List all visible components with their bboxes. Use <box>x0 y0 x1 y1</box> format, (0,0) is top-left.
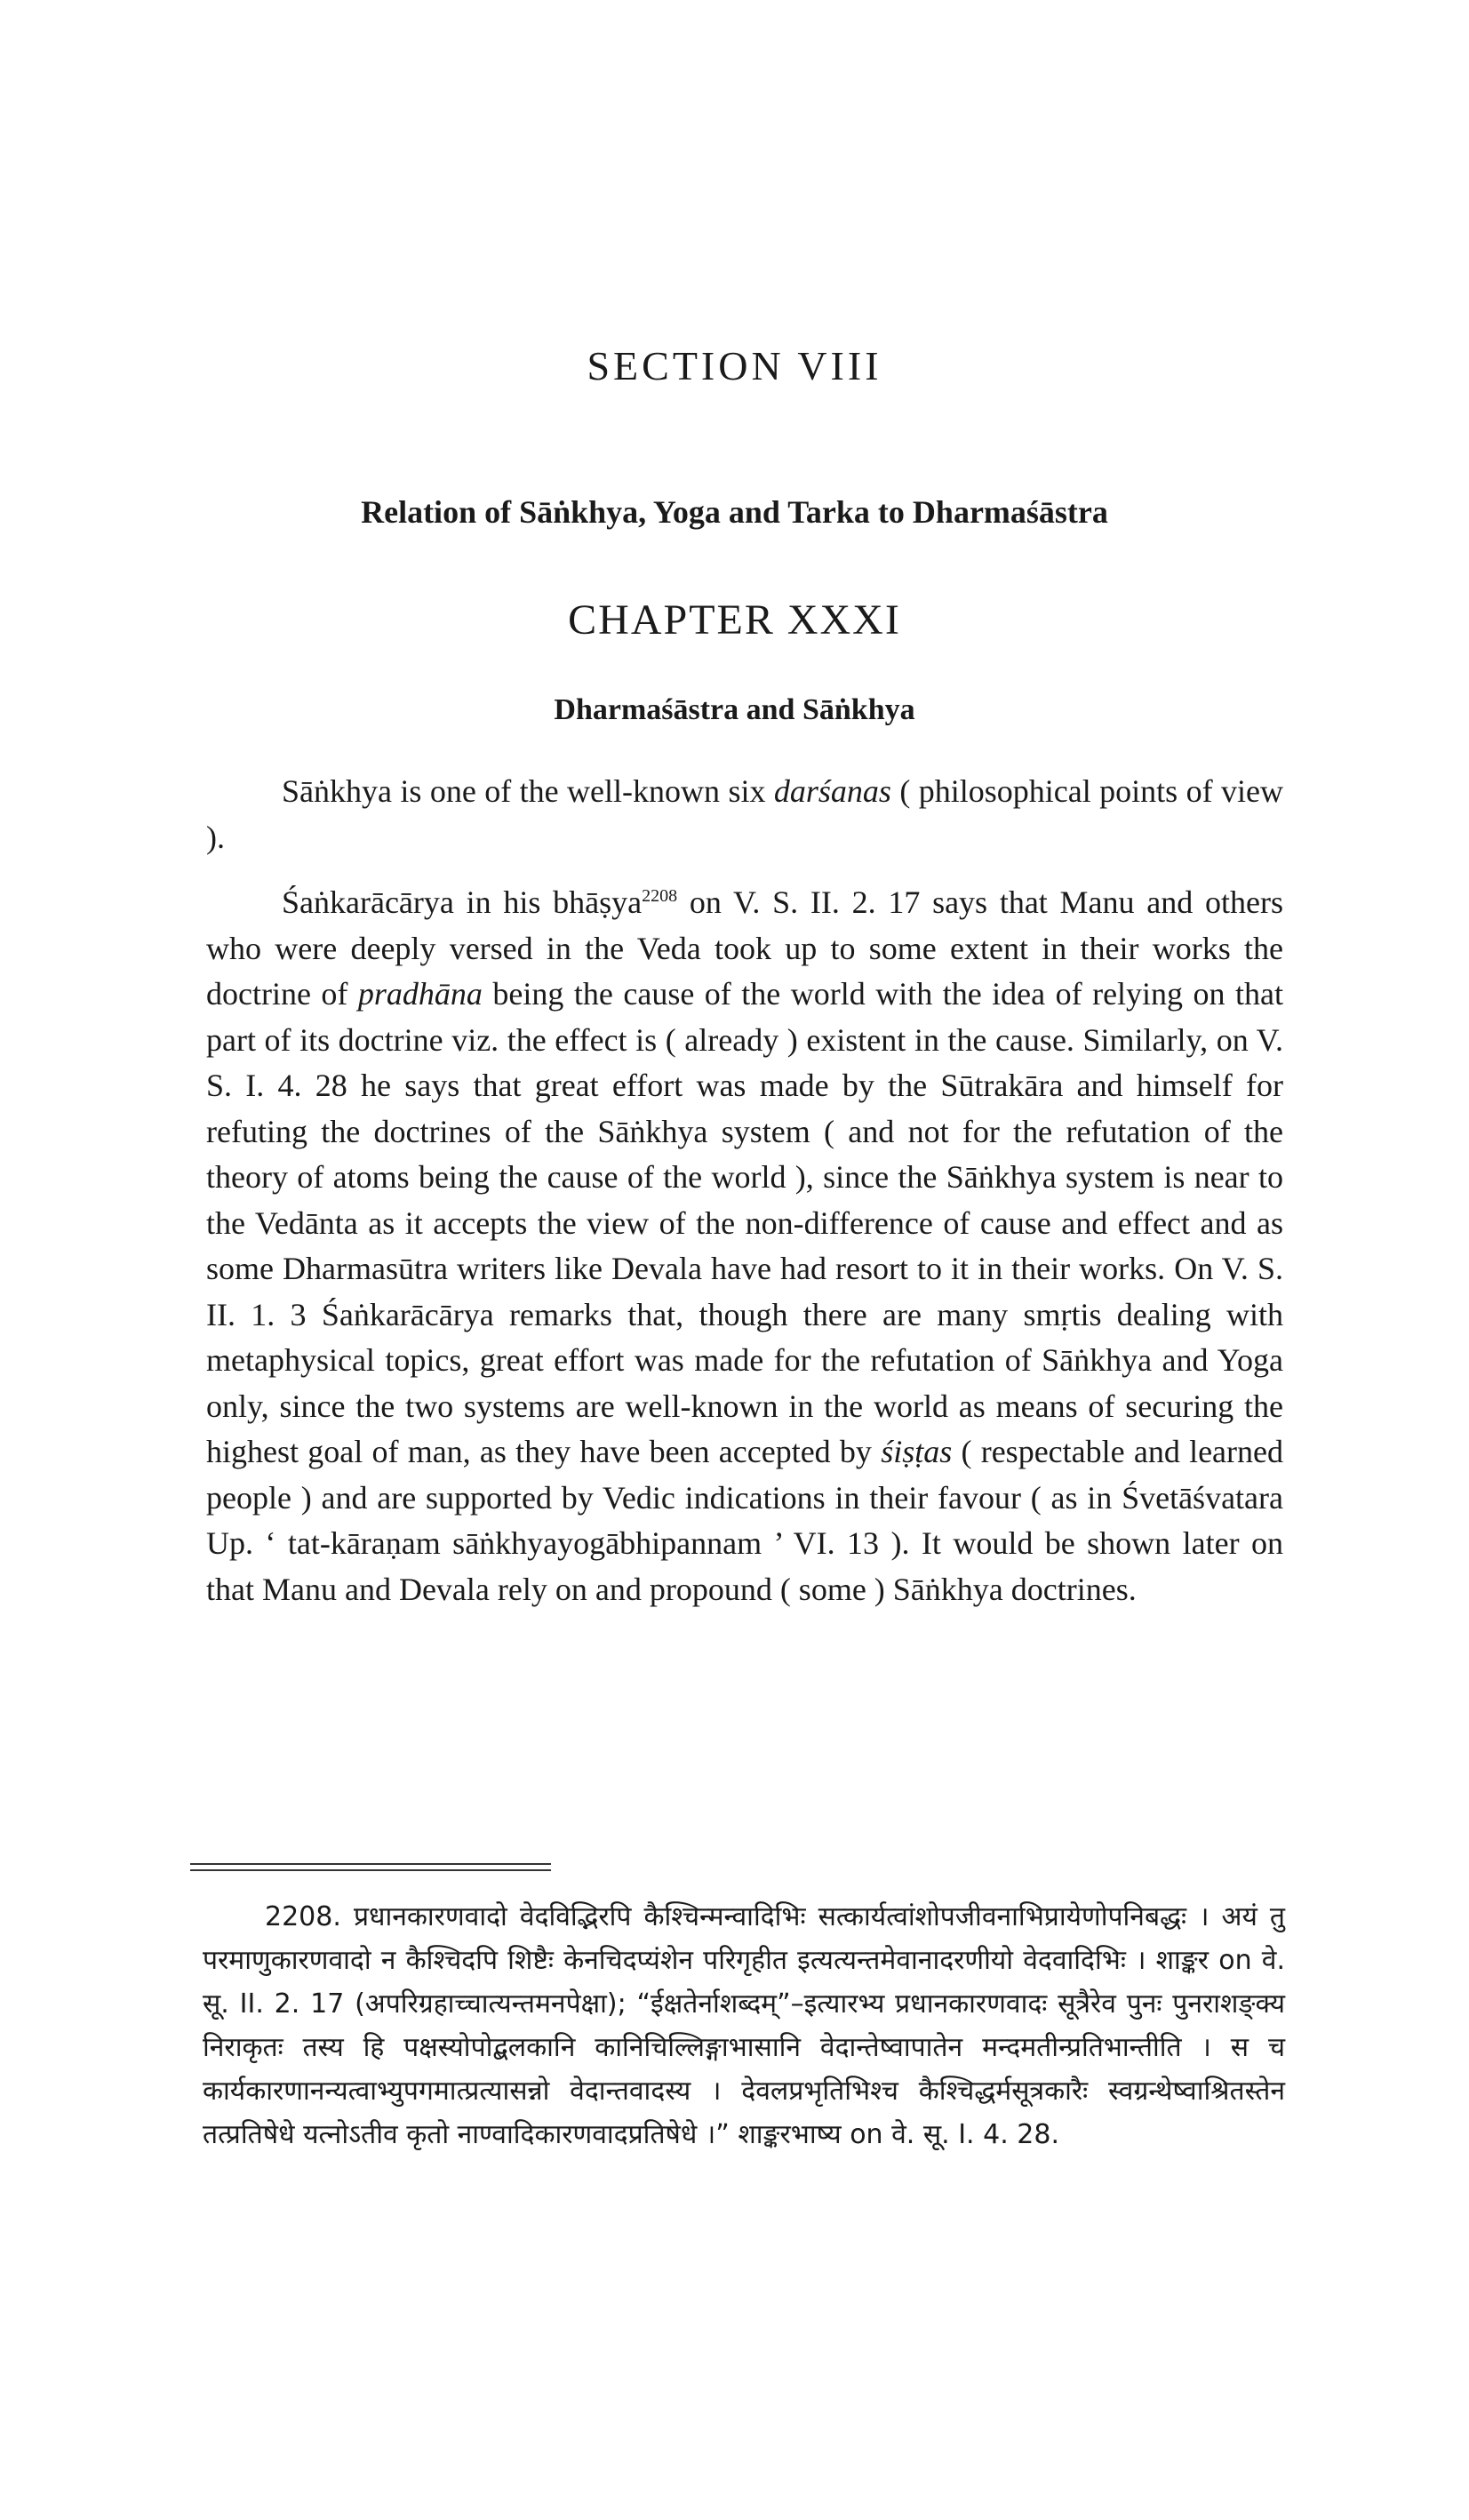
footnote-2208 <box>203 1895 1285 2156</box>
footnote-text: प्रधानकारणवादो वेदविद्भिरपि कैश्चिन्मन्वादिभिः सत्कार्यत्वांशोपजीवनाभिप्रायेणोपनिबद्धः । अयं तु परमाणुकारणवादो न कैश्चिदपि शिष्टैः केनचिदप्यंशेन परिगृहीत इत्यत्यन्तमेवानादरणीयो वेदवादिभिः । शाङ्कर on वे. सू. II. 2. 17 (अपरिग्रहाच्चात्यन्तमनपेक्षा); “ईक्षतेर्नाशब्दम्”–इत्यारभ्य प्रधानकारणवादः सूत्रैरेव पुनः पुनराशङ्क्य निराकृतः तस्य हि पक्षस्योपोद्बलकानि कानिचिल्लिङ्गाभासानि वेदान्तेष्वापातेन मन्दमतीन्प्रतिभान्तीति । स च कार्यकारणानन्यत्वाभ्युपगमात्प्रत्यासन्नो वेदान्तवादस्य । देवलप्रभृतिभिश्च कैश्चिद्धर्मसूत्रकारैः स्वग्रन्थेष्वाश्रितस्तेन तत्प्रतिषेधे यत्नोऽतीव कृतो नाण्वादिकारणवादप्रतिषेधे ।” शाङ्करभाष्य on वे. सू. I. 4. 28. <box>203 1901 1285 2150</box>
p2-italic-sistas: śiṣṭas <box>881 1434 953 1469</box>
section-subtitle: Relation of Sāṅkhya, Yoga and Tarka to Dharmaśāstra <box>361 494 1108 530</box>
paragraph-1 <box>206 769 1283 860</box>
paragraph-2 <box>206 880 1283 1612</box>
p2-text-2: on V. S. II. 2. 17 says that Manu and others who were deeply versed in the Veda took up to some extent in their works the doctrine of <box>206 884 1283 1012</box>
p1-italic-term: darśanas <box>773 773 891 809</box>
chapter-heading: CHAPTER XXXI <box>568 596 901 644</box>
footnote-divider <box>190 1863 551 1871</box>
p1-text-start: Sāṅkhya is one of the well-known six <box>282 773 774 809</box>
footnote-reference[interactable]: 2208 <box>642 886 678 906</box>
p1-text-end: ( philosophical points of view ). <box>206 773 1283 855</box>
p2-text-4: ( respectable and learned people ) and are supported by Vedic indications in their favour ( as in Śvetāśvatara Up. ‘ tat-kāraṇam sāṅkhyayogābhipannam ’ VI. 13 ). It would be shown later on that Manu and Devala rely on and propound ( some ) Sāṅkhya doctrines. <box>206 1434 1284 1607</box>
chapter-subtitle: Dharmaśāstra and Sāṅkhya <box>554 693 915 726</box>
footnote-number: 2208. <box>265 1901 341 1932</box>
p2-text-1: Śaṅkarācārya in his bhāṣya <box>282 884 643 920</box>
p2-italic-pradhana: pradhāna <box>357 976 483 1012</box>
p2-text-3: being the cause of the world with the idea of relying on that part of its doctrine viz. the effect is ( already ) existent in the cause. Similarly, on V. S. I. 4. 28 he says that great effort was made by the Sūtrakāra and himself for refuting the doctrines of the Sāṅkhya system ( and not for the refutation of the theory of atoms being the cause of the world ), since the Sāṅkhya system is near to the Vedānta as it accepts the view of the non-difference of cause and effect and as some Dharmasūtra writers like Devala have had resort to it in their works. On V. S. II. 1. 3 Śaṅkarācārya remarks that, though there are many smṛtis dealing with metaphysical topics, great effort was made for the refutation of Sāṅkhya and Yoga only, since the two systems are well-known in the world as means of securing the highest goal of man, as they have been accepted by <box>206 976 1284 1469</box>
section-heading: SECTION VIII <box>587 343 882 388</box>
